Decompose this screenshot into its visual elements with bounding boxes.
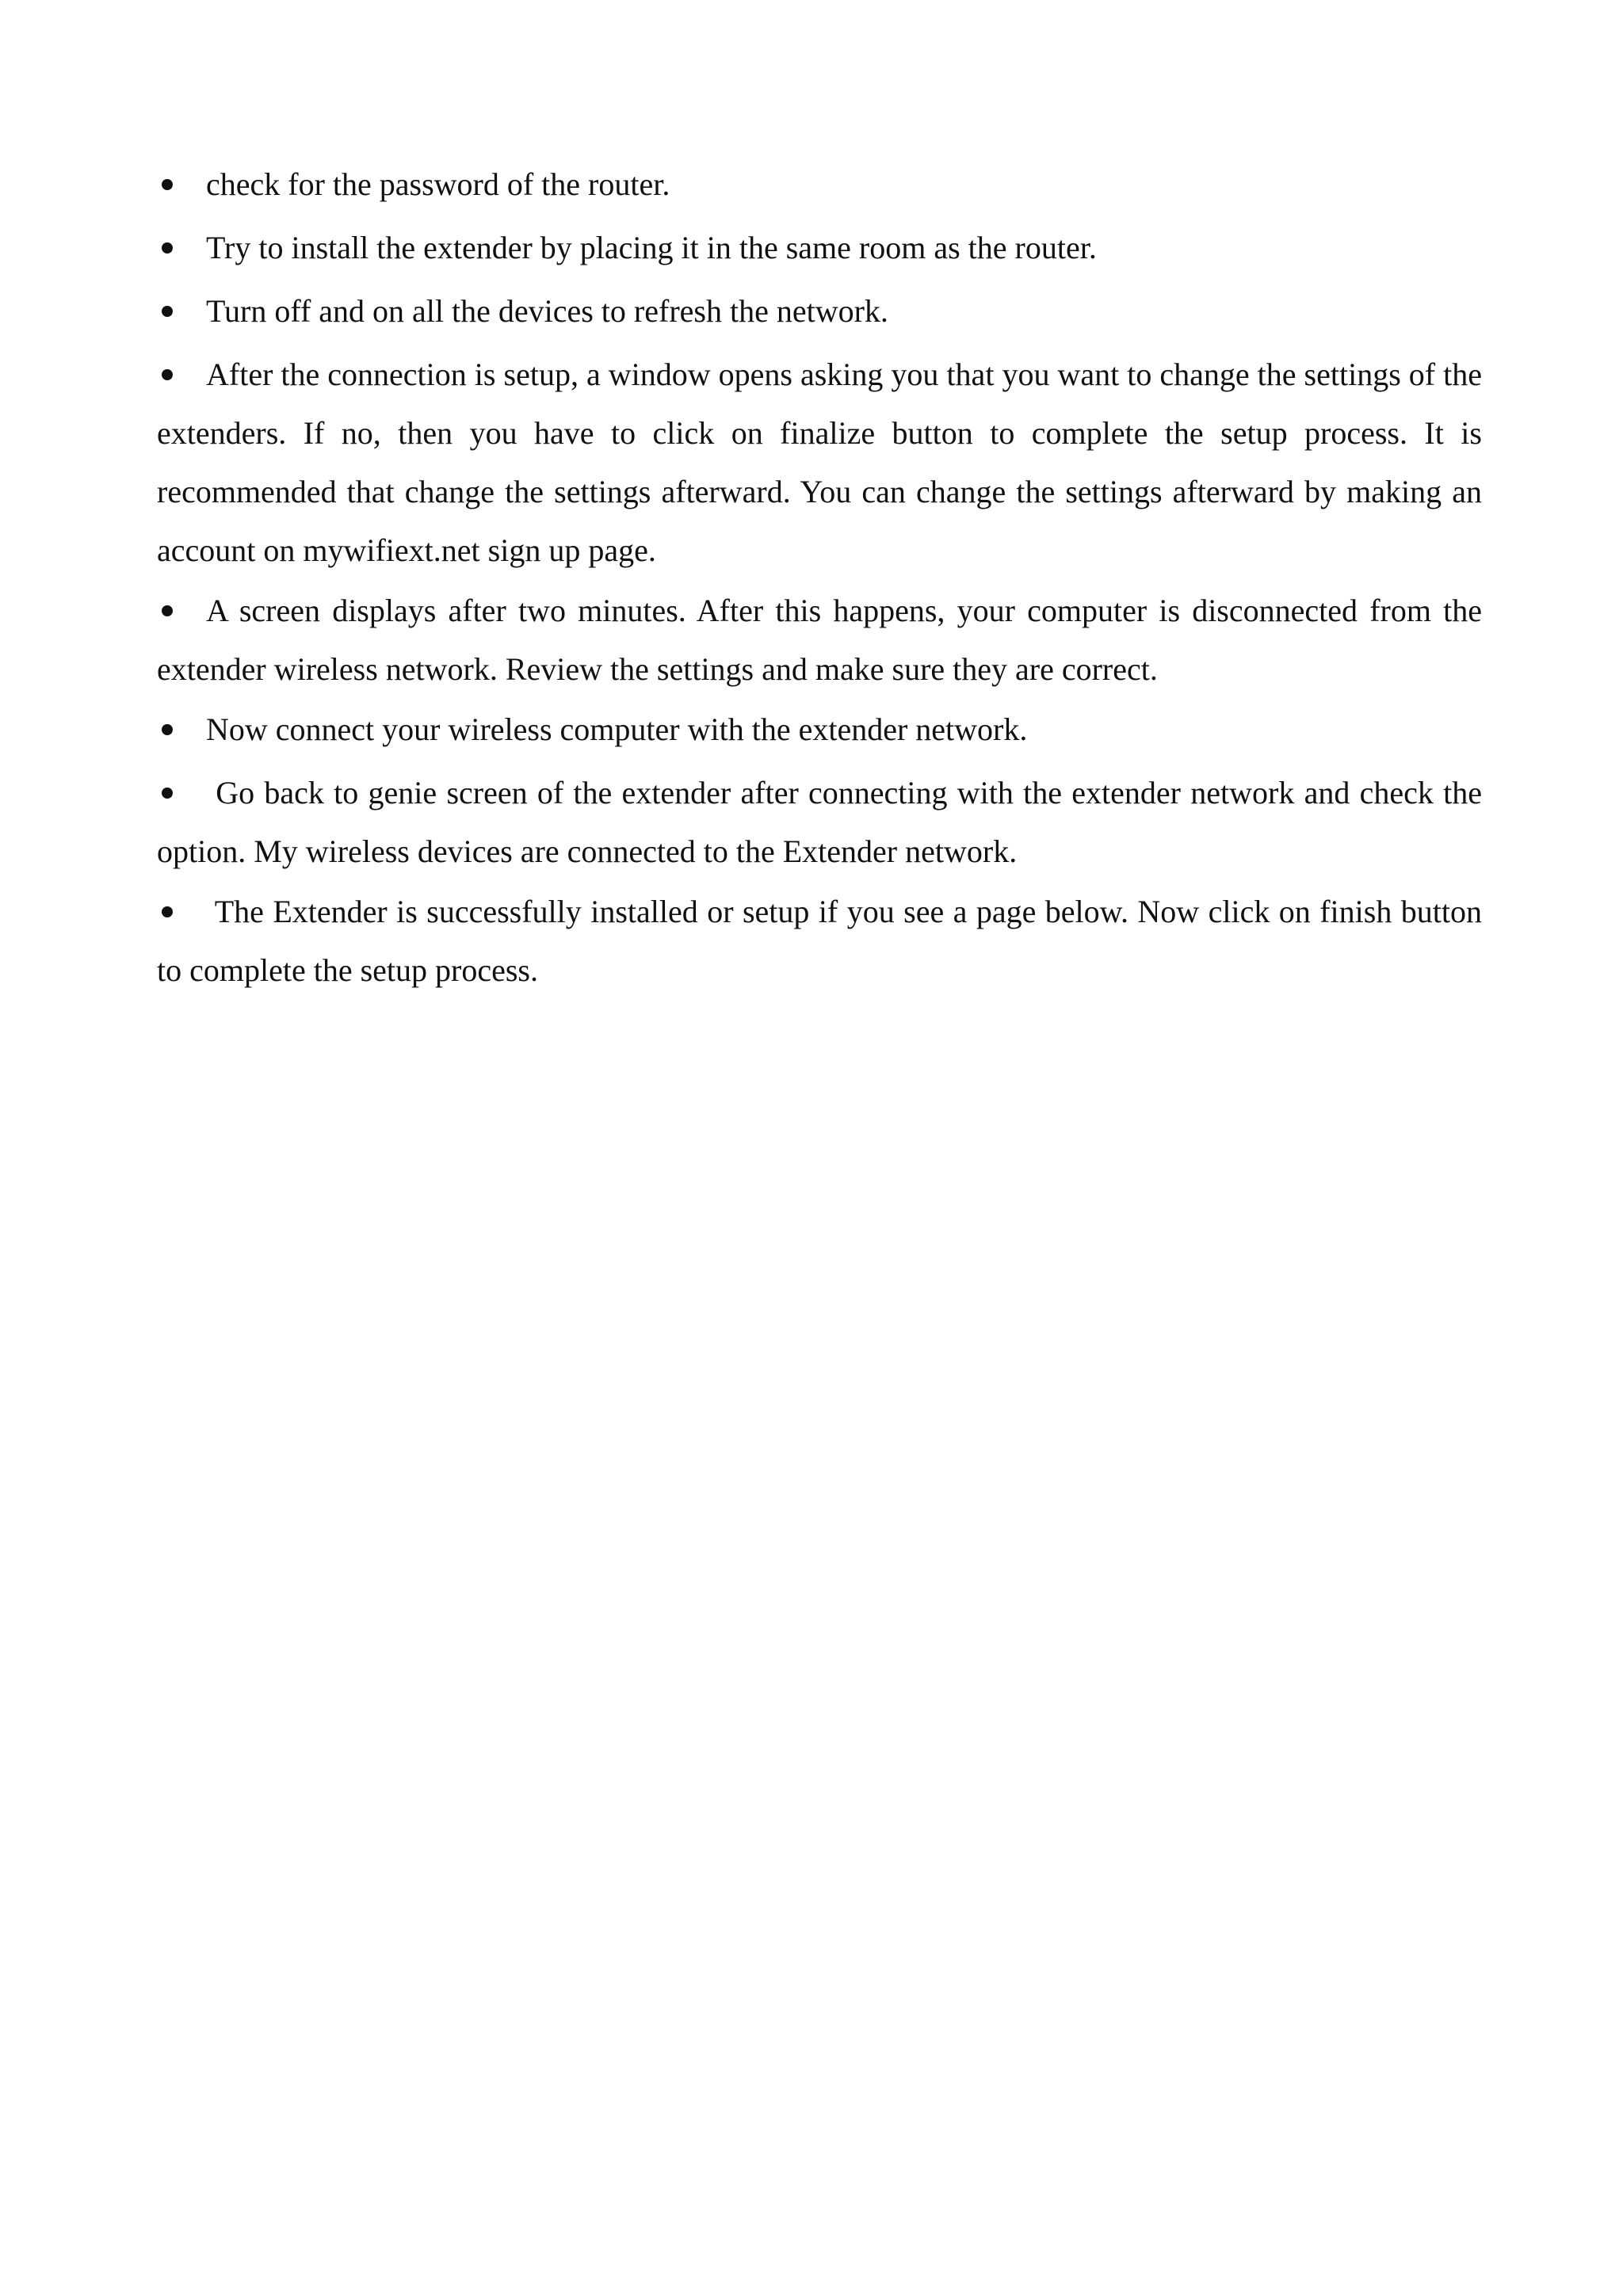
bullet-icon <box>157 282 206 341</box>
list-item <box>157 282 1482 341</box>
list-item <box>157 883 1482 1000</box>
bullet-icon <box>157 764 206 822</box>
list-item <box>157 345 1482 580</box>
list-item-text: Try to install the extender by placing it in the same room as the router. <box>206 230 1097 265</box>
list-item-text: check for the password of the router. <box>206 166 670 202</box>
list-item <box>157 764 1482 881</box>
list-item-text: Turn off and on all the devices to refresh the network. <box>206 293 888 329</box>
bullet-icon <box>157 219 206 277</box>
bullet-icon <box>157 345 206 404</box>
bullet-icon <box>157 582 206 640</box>
list-item-text: Go back to genie screen of the extender after connecting with the extender network and check the option. My wireless devices are connected to the Extender network. <box>157 775 1482 869</box>
list-item-text: Now connect your wireless computer with the extender network. <box>206 711 1028 747</box>
list-item <box>157 582 1482 699</box>
bullet-list <box>157 155 1482 1001</box>
bullet-icon <box>157 700 206 759</box>
list-item-text: The Extender is successfully installed or setup if you see a page below. Now click on finish button to complete the setup process. <box>157 894 1482 988</box>
list-item <box>157 700 1482 759</box>
list-item-text: After the connection is setup, a window opens asking you that you want to change the settings of the extenders. If no, then you have to click on finalize button to complete the setup process. It is recommended that change the settings afterward. You can change the settings afterward by making an account on mywifiext.net sign up page. <box>157 357 1482 568</box>
bullet-icon <box>157 155 206 214</box>
list-item <box>157 219 1482 277</box>
list-item <box>157 155 1482 214</box>
list-item-text: A screen displays after two minutes. After this happens, your computer is disconnected from the extender wireless network. Review the settings and make sure they are correct. <box>157 593 1482 687</box>
bullet-icon <box>157 883 206 941</box>
